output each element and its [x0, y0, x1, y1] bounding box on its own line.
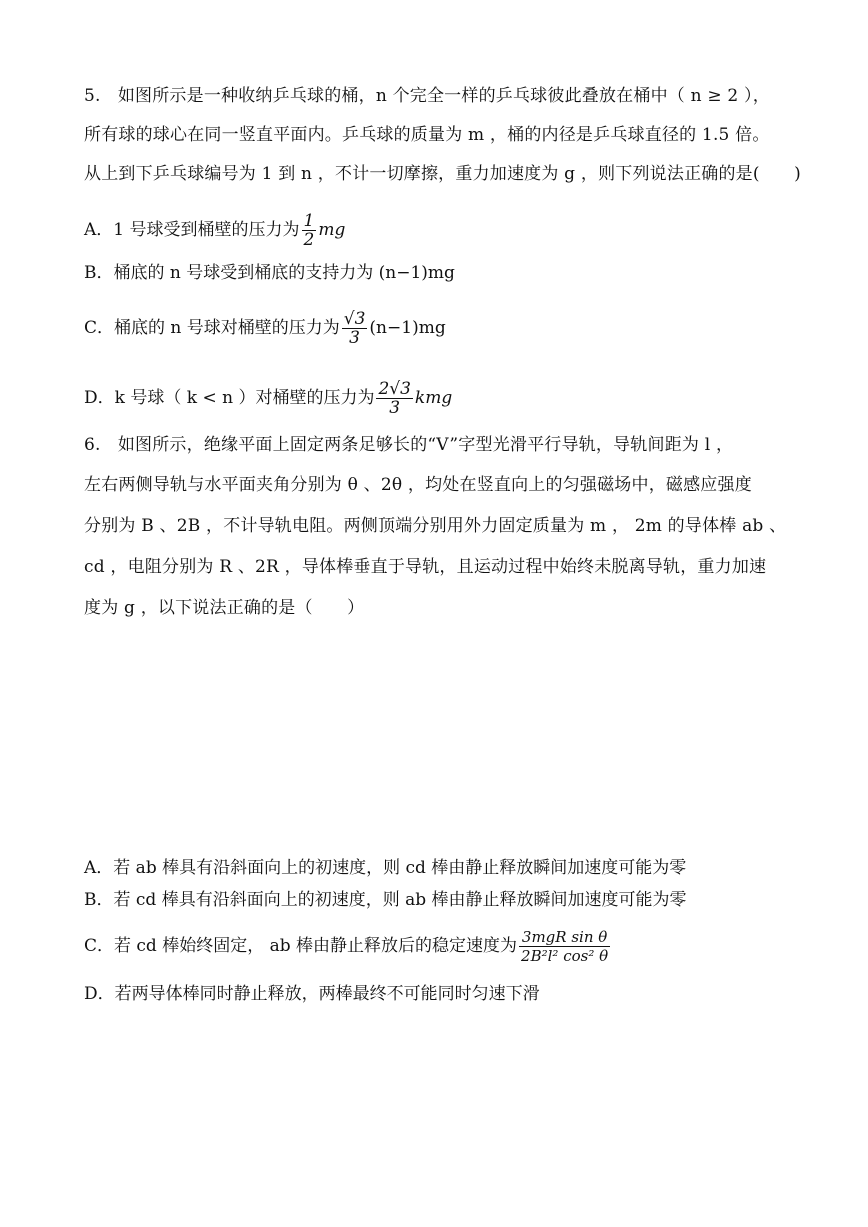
q6-option-c-text: C．若 cd 棒始终固定， ab 棒由静止释放后的稳定速度为: [84, 936, 518, 956]
q5-option-c-text: C．桶底的 n 号球对桶壁的压力为: [84, 318, 340, 338]
q6-option-c-fraction: [519, 928, 610, 965]
fraction-denominator: 3: [389, 398, 401, 418]
q6-stem-line-1: 6. 如图所示，绝缘平面上固定两条足够长的“V”字型光滑平行导轨，导轨间距为 l ，: [84, 435, 734, 455]
q6-stem-line-2: 左右两侧导轨与水平面夹角分别为 θ 、2θ ，均处在竖直向上的匀强磁场中，磁感应强度: [84, 475, 752, 495]
q5-option-c-fraction: [342, 310, 368, 347]
q5-option-a: [84, 212, 345, 249]
q5-option-d-fraction: [376, 380, 412, 417]
q5-option-a-suffix: mg: [318, 220, 346, 240]
q5-stem-line-1: 5. 如图所示是一种收纳乒乓球的桶，n 个完全一样的乒乓球彼此叠放在桶中（ n ≥ 2 ），: [84, 86, 770, 106]
q5-option-c-suffix: (n−1)mg: [369, 318, 446, 338]
q5-option-a-fraction: [302, 212, 317, 249]
q6-stem-line-4: cd ，电阻分别为 R 、2R ，导体棒垂直于导轨，且运动过程中始终未脱离导轨，重力加速: [84, 557, 767, 577]
q6-figure-area: [84, 630, 784, 830]
q5-option-d: [84, 380, 452, 417]
fraction-denominator: 2: [303, 230, 315, 250]
q5-stem-line-2: 所有球的球心在同一竖直平面内。乒乓球的质量为 m ，桶的内径是乒乓球直径的 1.5 倍。: [84, 125, 770, 145]
q5-option-d-suffix: kmg: [414, 388, 453, 408]
q5-option-d-text: D．k 号球（ k < n ）对桶壁的压力为: [84, 388, 375, 408]
fraction-denominator: 2B²l² cos² θ: [521, 947, 609, 965]
q6-stem-line-5: 度为 g ，以下说法正确的是（ ）: [84, 598, 365, 618]
q6-option-d: D．若两导体棒同时静止释放，两棒最终不可能同时匀速下滑: [84, 984, 540, 1004]
q5-option-b: B．桶底的 n 号球受到桶底的支持力为 (n−1)mg: [84, 263, 455, 283]
fraction-numerator: 3mgR sin θ: [519, 928, 610, 947]
fraction-numerator: √3: [343, 309, 366, 329]
fraction-numerator: 2√3: [378, 379, 411, 399]
fraction-denominator: 3: [349, 328, 360, 348]
q6-stem-line-3: 分别为 B 、2B ，不计导轨电阻。两侧顶端分别用外力固定质量为 m ， 2m 的导体棒 ab 、: [84, 516, 787, 536]
q6-option-b: B．若 cd 棒具有沿斜面向上的初速度，则 ab 棒由静止释放瞬间加速度可能为零: [84, 890, 687, 910]
q5-stem-line-3: 从上到下乒乓球编号为 1 到 n ，不计一切摩擦，重力加速度为 g ，则下列说法正确的是( ): [84, 164, 801, 184]
fraction-numerator: 1: [303, 211, 315, 231]
q6-option-a: A．若 ab 棒具有沿斜面向上的初速度，则 cd 棒由静止释放瞬间加速度可能为零: [84, 858, 687, 878]
q5-option-a-text: A．1 号球受到桶壁的压力为: [84, 220, 300, 240]
q6-option-c: [84, 928, 612, 965]
q5-option-c: [84, 310, 446, 347]
